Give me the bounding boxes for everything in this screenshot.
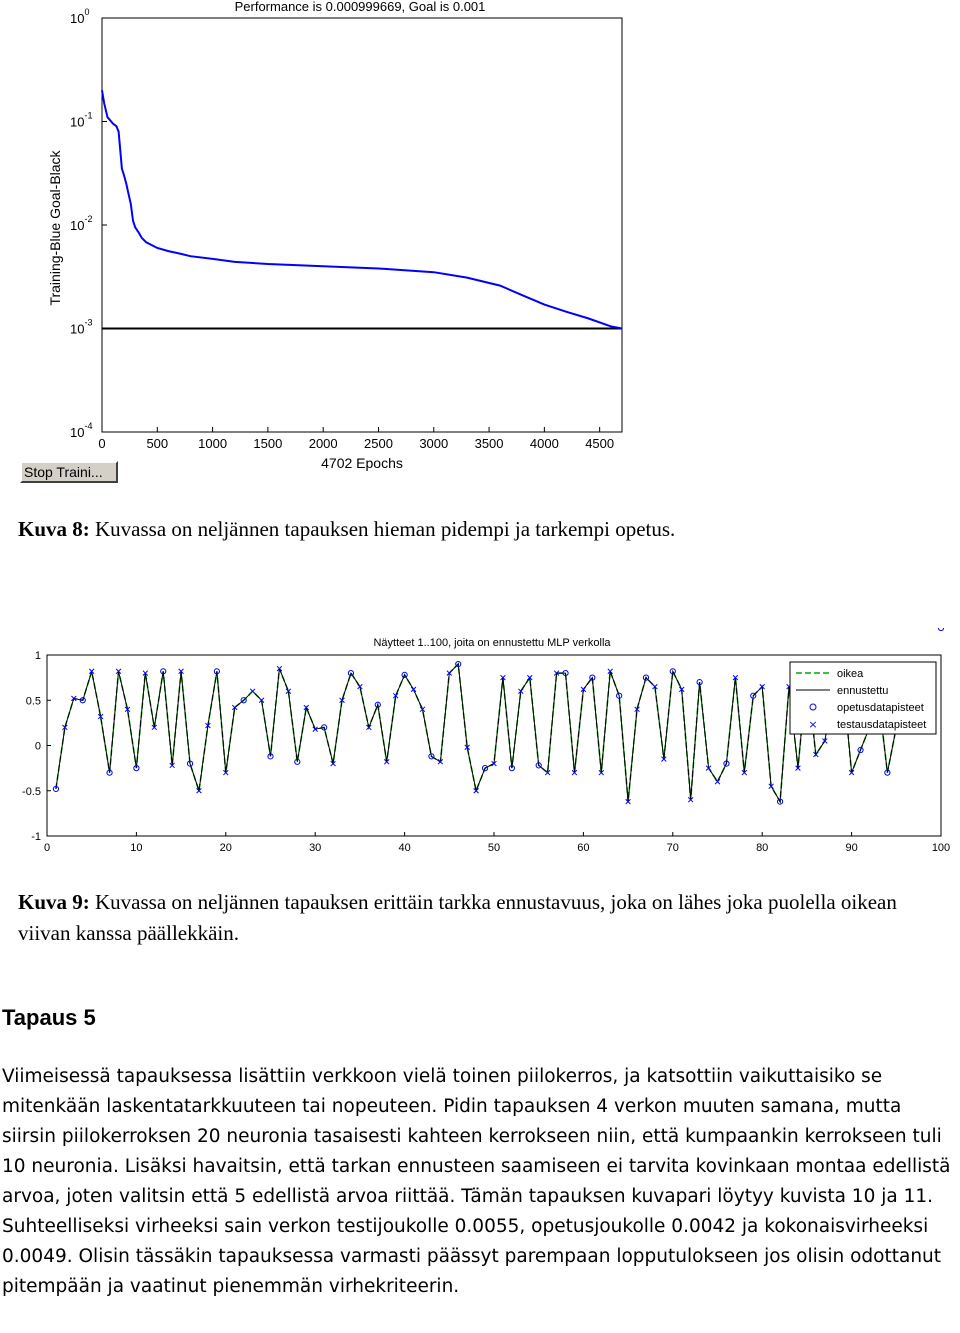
plot-area: [102, 18, 622, 432]
x-tick-label: 50: [487, 842, 501, 854]
figure-8-caption: [18, 514, 948, 545]
x-tick-label: 4000: [529, 436, 559, 451]
y-tick-label: -1: [31, 831, 41, 843]
x-tick-label: 20: [219, 842, 232, 854]
x-axis-label: 4702 Epochs: [321, 455, 403, 471]
x-tick-label: 0: [43, 842, 51, 854]
x-tick-label: 2000: [308, 436, 338, 451]
x-tick-label: 1000: [198, 436, 228, 451]
x-tick-label: 500: [146, 436, 169, 451]
stop-training-button[interactable]: Stop Traini...: [20, 461, 118, 483]
x-tick-label: 40: [398, 842, 411, 854]
x-tick-label: 100: [931, 842, 951, 854]
x-tick-label: 3500: [474, 436, 504, 451]
y-tick-label: -0.5: [22, 785, 41, 798]
section-paragraph: Viimeisessä tapauksessa lisättiin verkkoon vielä toinen piilokerros, ja katsottiin vaikuttaisiko se mitenkään laskentatarkkuuteen tai nopeuteen. Pidin tapauksen 4 verkon muuten samana, mutta siirsin piilokerroksen 20 neuronia tasaisesti kahteen kerrokseen niin, että kumpaankin kerrokseen tuli 10 neuronia. Lisäksi havaitsin, että tarkan ennusteen saamiseen ei tarvita kovinkaan montaa edellistä arvoa, joten valitsin että 5 edellistä arvoa riittää. Tämän tapauksen kuvapari löytyy kuvista 10 ja 11. Suhteelliseksi virheeksi sain verkon testijoukolle 0.0055, opetusjoukolle 0.0042 ja kokonaisvirheeksi 0.0049. Olisin tässäkin tapauksessa varmasti päässyt parempaan lopputulokseen jos olisin odottanut pitempään ja vaatinut pienemmän virhekriteerin.: [2, 1066, 951, 1297]
x-tick-label: 0: [98, 436, 106, 451]
x-tick-label: 70: [666, 842, 679, 854]
x-tick-label: 10: [130, 842, 143, 854]
legend: [790, 662, 936, 734]
y-tick-label: 1: [34, 650, 41, 662]
y-tick-label: $10^{-3}$: [70, 317, 93, 337]
y-tick-label: $10^{-4}$: [70, 421, 93, 440]
data-point-circle: [938, 628, 943, 631]
y-tick-label: 0: [34, 740, 41, 753]
x-tick-label: 2500: [364, 436, 393, 451]
chart-title: Näytteet 1..100, joita on ennustettu MLP verkolla: [373, 637, 611, 649]
x-tick-label: 80: [756, 842, 769, 854]
x-tick-label: 60: [577, 842, 590, 854]
figure-9-caption: [18, 887, 948, 949]
training-performance-chart: [0, 0, 660, 485]
x-tick-label: 1500: [253, 436, 283, 451]
section-heading: Tapaus 5: [2, 1005, 96, 1030]
y-axis-label: Training-Blue Goal-Black: [47, 150, 63, 306]
legend-ennustettu: ennustettu: [837, 685, 889, 697]
y-tick-label: $10^{-1}$: [70, 110, 93, 130]
x-tick-label: 30: [309, 842, 322, 854]
x-tick-label: 90: [845, 842, 858, 854]
legend-oikea: oikea: [837, 668, 864, 680]
caption-label: Kuva 8:: [18, 517, 90, 541]
prediction-chart: [0, 628, 960, 868]
caption-label: Kuva 9:: [18, 890, 90, 914]
y-tick-label: $10^0$: [70, 7, 90, 26]
cross-marker-icon: ×: [808, 718, 818, 731]
y-tick-label: $10^{-2}$: [70, 214, 93, 233]
legend-opetusdatapisteet: opetusdatapisteet: [837, 702, 924, 714]
caption-text: Kuvassa on neljännen tapauksen hieman pidempi ja tarkempi opetus.: [89, 517, 676, 541]
y-tick-label: 0.5: [25, 695, 41, 708]
x-tick-label: 3000: [419, 436, 449, 451]
legend-testausdatapisteet: testausdatapisteet: [837, 719, 927, 731]
caption-text: Kuvassa on neljännen tapauksen erittäin tarkka ennustavuus, joka on lähes joka puolella oikean viivan kanssa päällekkäin.: [18, 890, 897, 945]
x-tick-label: 4500: [585, 436, 615, 451]
chart-title: Performance is 0.000999669, Goal is 0.001: [234, 0, 486, 14]
